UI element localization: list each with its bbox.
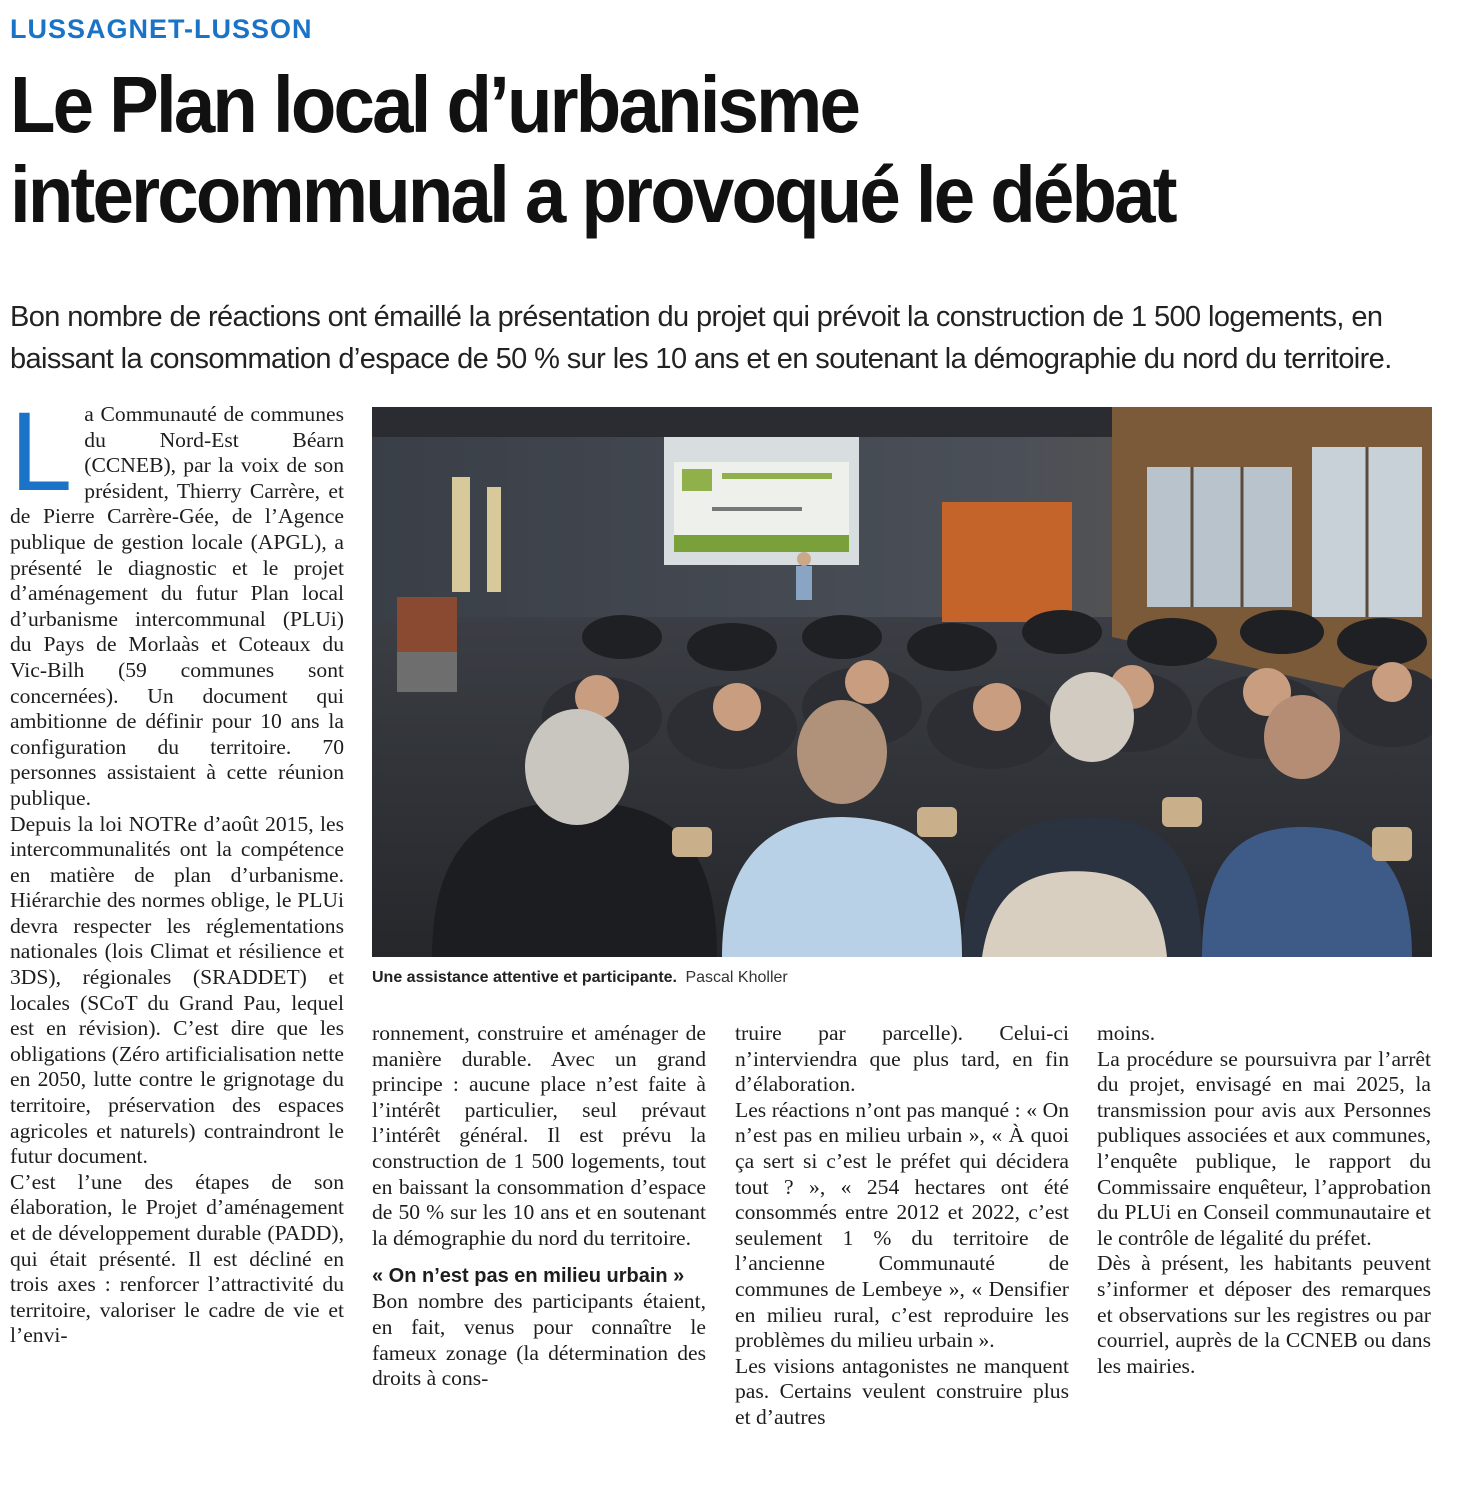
body-column-3: [735, 1021, 1069, 1431]
body-paragraph: ronnement, construire et aménager de manière durable. Avec un grand principe : aucune place n’est faite à l’intérêt particulier, seul prévaut l’intérêt général. Il est prévu la construction de 1 500 logements, tout en baissant la consommation d’espace de 50 % sur les 10 ans et en soutenant la démographie du nord du territoire.: [372, 1021, 706, 1250]
body-paragraph: C’est l’une des étapes de son élaboration, le Projet d’aménagement et de développement durable (PADD), qui était présenté. Il est décliné en trois axes : renforcer l’attractivité du territoire, valoriser le cadre de vie et l’envi-: [10, 1169, 344, 1348]
body-text: a Communauté de communes du Nord-Est Béarn (CCNEB), par la voix de son président, Thierry Carrère, et de Pierre Carrère-Gée, de l’Agence publique de gestion locale (APGL), a présenté le diagnostic et le projet d’aménagement du futur Plan local d’urbanisme intercommunal (PLUi) du Pays de Morlaàs et Coteaux du Vic-Bilh (59 communes sont concernées). Un document qui ambitionne de définir pour 10 ans la configuration du territoire. 70 personnes assistaient à cette réunion publique.: [10, 402, 344, 810]
section-kicker: LUSSAGNET-LUSSON: [10, 14, 313, 44]
body-column-1: [10, 389, 344, 1349]
headline: [10, 60, 1359, 240]
headline-line-2: intercommunal a provoqué le débat: [10, 150, 1175, 239]
body-paragraph: La procédure se poursuivra par l’arrêt du projet, envisagé en mai 2025, la transmission pour avis aux Personnes publiques associées et aux communes, l’enquête publique, le rapport du Commissaire enquêteur, l’approbation du PLUi en Conseil communautaire et le contrôle de légalité du préfet.: [1097, 1046, 1431, 1250]
photo-caption: [372, 969, 1432, 987]
body-column-4: [1097, 1021, 1431, 1379]
body-paragraph: Dès à présent, les habitants peuvent s’informer et déposer des remarques et observations sur les registres ou par courriel, auprès de la CCNEB ou dans les mairies.: [1097, 1251, 1431, 1378]
body-paragraph: Bon nombre des participants étaient, en fait, venus pour connaître le fameux zonage (la détermination des droits à cons-: [372, 1289, 706, 1391]
audience-photo-illustration: [372, 407, 1432, 957]
body-paragraph: [10, 389, 344, 812]
article-photo: [372, 407, 1432, 957]
standfirst: Bon nombre de réactions ont émaillé la présentation du projet qui prévoit la construction de 1 500 logements, en baissant la consommation d’espace de 50 % sur les 10 ans et en soutenant la démographie du nord du territoire.: [10, 301, 1392, 375]
photo-credit: Pascal Kholler: [685, 969, 788, 986]
body-paragraph: Les visions antagonistes ne manquent pas. Certains veulent construire plus et d’autres: [735, 1353, 1069, 1429]
dropcap: L: [10, 389, 73, 514]
headline-line-1: Le Plan local d’urbanisme: [10, 60, 859, 149]
body-paragraph: truire par parcelle). Celui-ci n’interviendra que plus tard, en fin d’élaboration.: [735, 1021, 1069, 1097]
caption-text: Une assistance attentive et participante.: [372, 969, 677, 986]
article-subhead: « On n’est pas en milieu urbain »: [372, 1265, 685, 1288]
body-paragraph: Les réactions n’ont pas manqué : « On n’est pas en milieu urbain », « À quoi ça sert si c’est le préfet qui décidera tout ? », « 254 hectares ont été consommés entre 2012 et 2022, c’est seulement 1 % du territoire de l’ancienne Communauté de communes de Lembeye », « Densifier en milieu rural, c’est reproduire les problèmes du milieu urbain ».: [735, 1097, 1069, 1353]
body-column-2: [372, 1021, 706, 1392]
body-paragraph: Depuis la loi NOTRe d’août 2015, les intercommunalités ont la compétence en matière de plan d’urbanisme. Hiérarchie des normes oblige, le PLUi devra respecter les réglementations nationales (lois Climat et résilience et 3DS), régionales (SRADDET) et locales (SCoT du Grand Pau, lequel est en révision). C’est dire que les obligations (Zéro artificialisation nette en 2050, lutte contre le grignotage du territoire, préservation des espaces agricoles et naturels) contraindront le futur document.: [10, 811, 344, 1169]
body-paragraph: moins.: [1097, 1021, 1156, 1045]
